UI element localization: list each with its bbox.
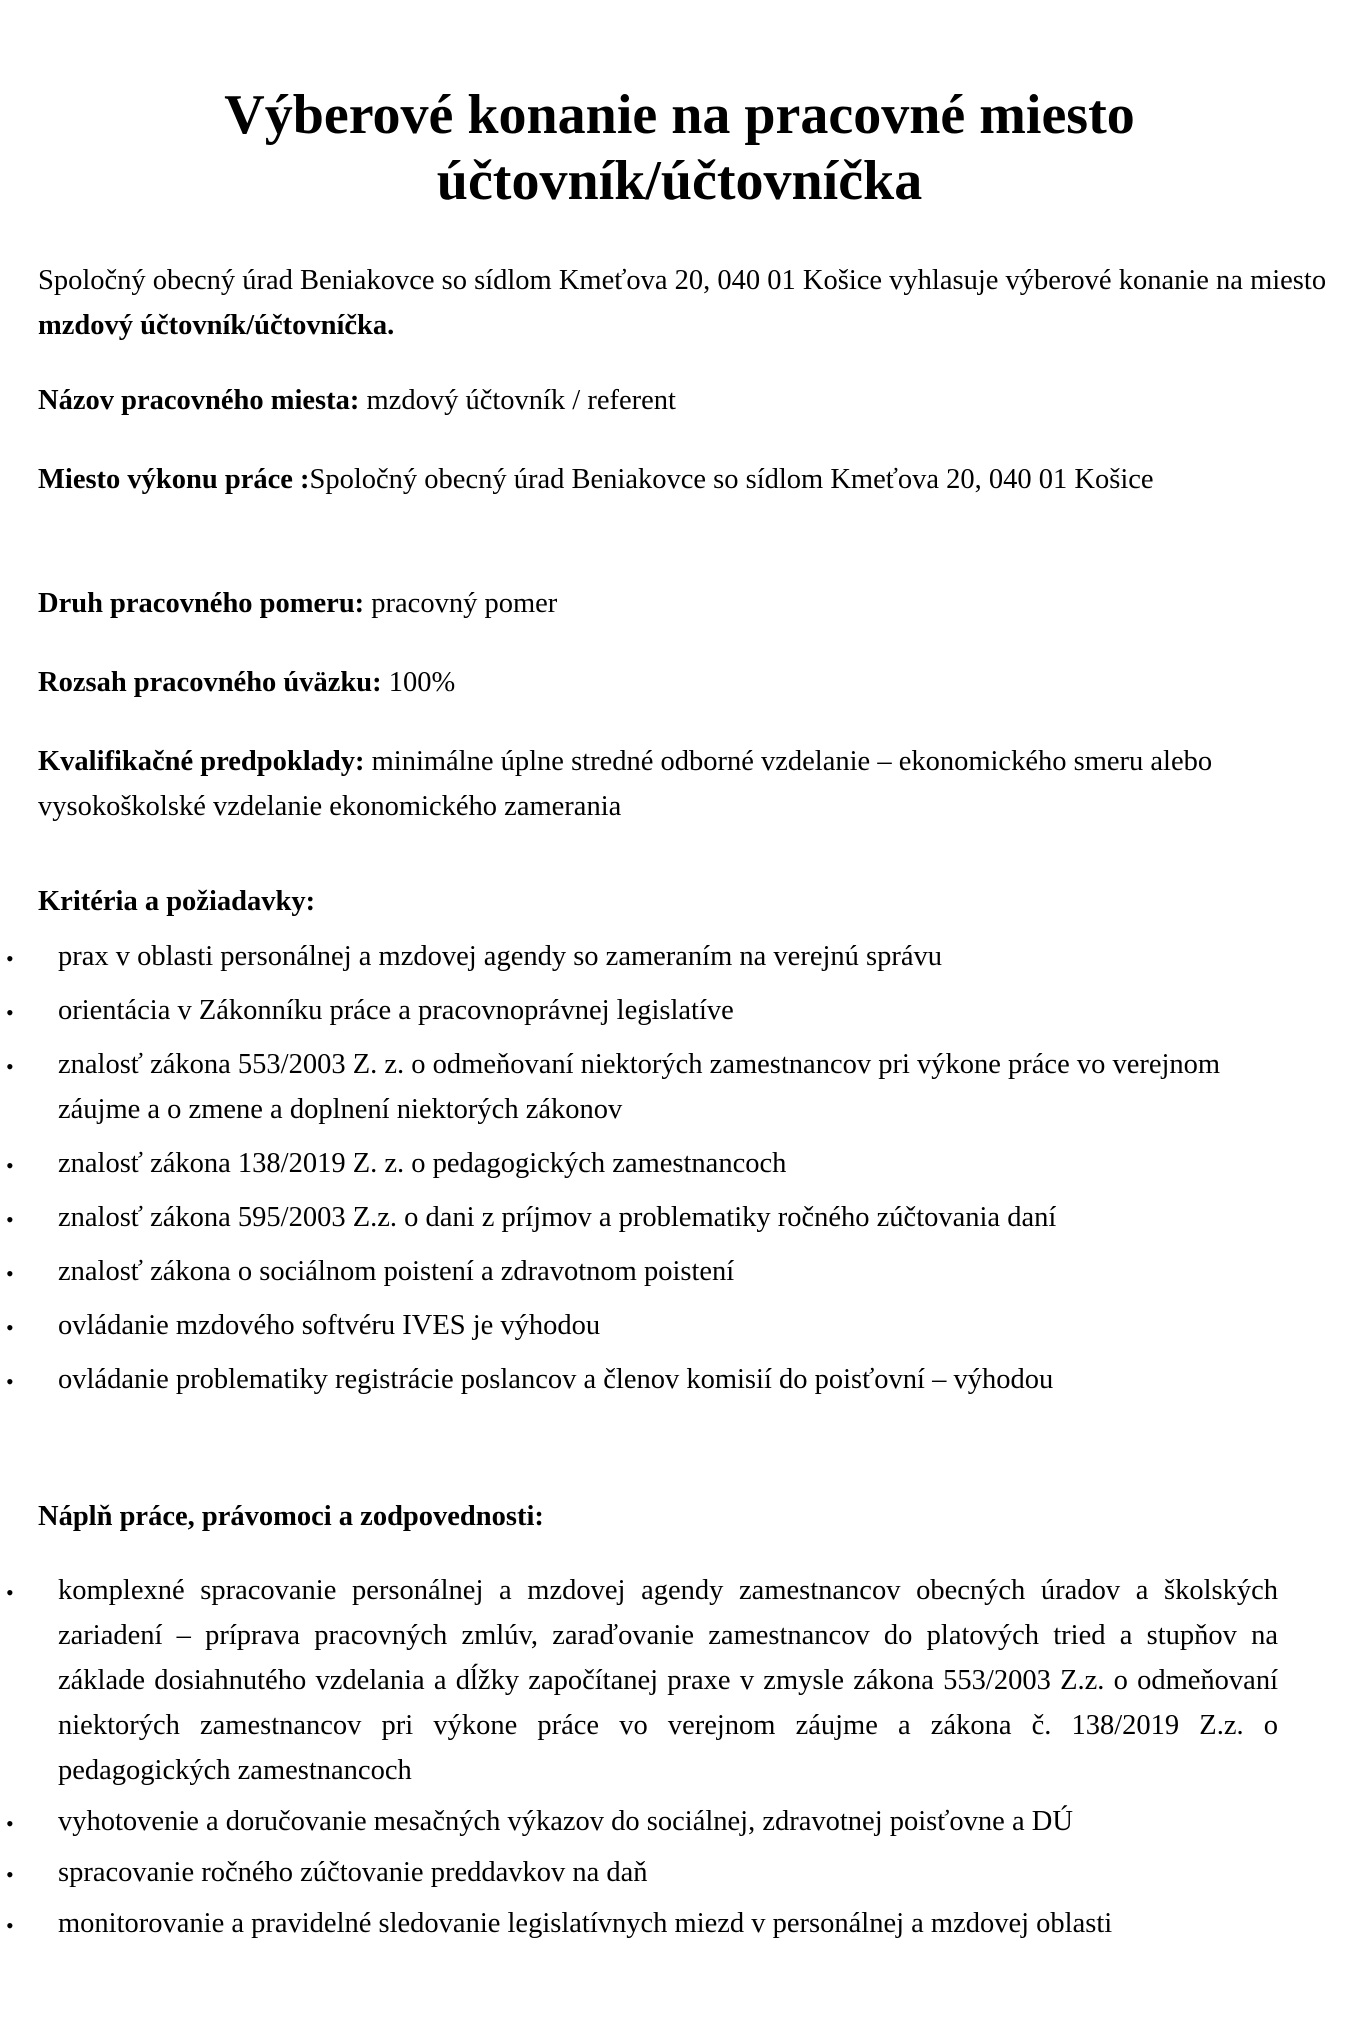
- title-line-2: účtovník/účtovníčka: [436, 150, 923, 212]
- document-title: [0, 82, 1359, 214]
- list-item-text: znalosť zákona 595/2003 Z.z. o dani z príjmov a problematiky ročného zúčtovania daní: [58, 1202, 1057, 1233]
- list-item: [0, 988, 1268, 1033]
- bullet: •: [6, 1580, 14, 1605]
- duties-list: [0, 1568, 1359, 1946]
- list-item-text: ovládanie mzdového softvéru IVES je výhodou: [58, 1310, 601, 1341]
- list-item-text: znalosť zákona 553/2003 Z. z. o odmeňovaní niektorých zamestnancov pri výkone práce vo verejnom záujme a o zmene a doplnení niektorých zákonov: [58, 1049, 1221, 1125]
- list-item: [0, 1042, 1268, 1132]
- title-line-1: Výberové konanie na pracovné miesto: [224, 84, 1135, 146]
- list-item: [0, 1568, 1278, 1793]
- list-item-text: orientácia v Zákonníku práce a pracovnoprávnej legislatíve: [58, 995, 734, 1026]
- list-item-text: monitorovanie a pravidelné sledovanie legislatívnych miezd v personálnej a mzdovej oblasti: [58, 1908, 1113, 1939]
- bullet: •: [6, 1261, 14, 1286]
- bullet: •: [6, 1315, 14, 1340]
- list-item: [0, 1901, 1268, 1946]
- field-label: Kvalifikačné predpoklady:: [38, 746, 365, 777]
- field-work-location: [38, 457, 1328, 502]
- list-item: [0, 1850, 1268, 1895]
- list-item-text: komplexné spracovanie personálnej a mzdovej agendy zamestnancov obecných úradov a školských zariadení – príprava pracovných zmlúv, zaraďovanie zamestnancov do platových tried a stupňov na základe dosiahnutého vzdelania a dĺžky započítanej praxe v zmysle zákona 553/2003 Z.z. o odmeňovaní niektorých zamestnancov pri výkone práce vo verejnom záujme a zákona č. 138/2019 Z.z. o pedagogických zamestnancoch: [58, 1575, 1278, 1786]
- field-label: Druh pracovného pomeru:: [38, 588, 365, 619]
- field-value: mzdový účtovník / referent: [359, 385, 676, 416]
- list-item: [0, 1799, 1268, 1844]
- field-label: Miesto výkonu práce :: [38, 464, 310, 495]
- bullet: •: [6, 1913, 14, 1938]
- list-item-text: znalosť zákona o sociálnom poistení a zdravotnom poistení: [58, 1256, 735, 1287]
- list-item: [0, 1249, 1268, 1294]
- bullet: •: [6, 1811, 14, 1836]
- bullet: •: [6, 946, 14, 971]
- field-value: Spoločný obecný úrad Beniakovce so sídlom Kmeťova 20, 040 01 Košice: [309, 464, 1154, 495]
- bullet: •: [6, 1054, 14, 1079]
- criteria-list: [0, 934, 1359, 1402]
- field-label: Rozsah pracovného úväzku:: [38, 667, 382, 698]
- field-qualifications: [38, 739, 1328, 829]
- field-label: Názov pracovného miesta:: [38, 385, 360, 416]
- field-value: minimálne úplne stredné odborné vzdelanie – ekonomického smeru alebo vysokoškolské vzdelanie ekonomického zamerania: [38, 746, 1213, 822]
- list-item-text: znalosť zákona 138/2019 Z. z. o pedagogických zamestnancoch: [58, 1148, 787, 1179]
- list-item: [0, 934, 1268, 979]
- field-workload: [38, 660, 1328, 705]
- intro-paragraph: [38, 258, 1328, 348]
- field-employment-type: [38, 581, 1328, 626]
- intro-text: Spoločný obecný úrad Beniakovce so sídlom Kmeťova 20, 040 01 Košice vyhlasuje výberové konanie na miesto: [38, 265, 1327, 296]
- bullet: •: [6, 1369, 14, 1394]
- list-item-text: ovládanie problematiky registrácie poslancov a členov komisií do poisťovní – výhodou: [58, 1364, 1054, 1395]
- duties-heading: Náplň práce, právomoci a zodpovednosti:: [38, 1501, 544, 1532]
- field-value: 100%: [381, 667, 456, 698]
- list-item: [0, 1303, 1268, 1348]
- bullet: •: [6, 1000, 14, 1025]
- list-item: [0, 1357, 1268, 1402]
- list-item: [0, 1195, 1268, 1240]
- list-item-text: spracovanie ročného zúčtovanie preddavkov na daň: [58, 1857, 648, 1888]
- list-item-text: prax v oblasti personálnej a mzdovej agendy so zameraním na verejnú správu: [58, 941, 942, 972]
- field-position-name: [38, 378, 1328, 423]
- criteria-heading: Kritéria a požiadavky:: [38, 886, 316, 917]
- bullet: •: [6, 1153, 14, 1178]
- list-item: [0, 1141, 1268, 1186]
- list-item-text: vyhotovenie a doručovanie mesačných výkazov do sociálnej, zdravotnej poisťovne a DÚ: [58, 1806, 1073, 1837]
- intro-position-name: mzdový účtovník/účtovníčka.: [38, 310, 395, 341]
- bullet: •: [6, 1207, 14, 1232]
- bullet: •: [6, 1862, 14, 1887]
- field-value: pracovný pomer: [364, 588, 558, 619]
